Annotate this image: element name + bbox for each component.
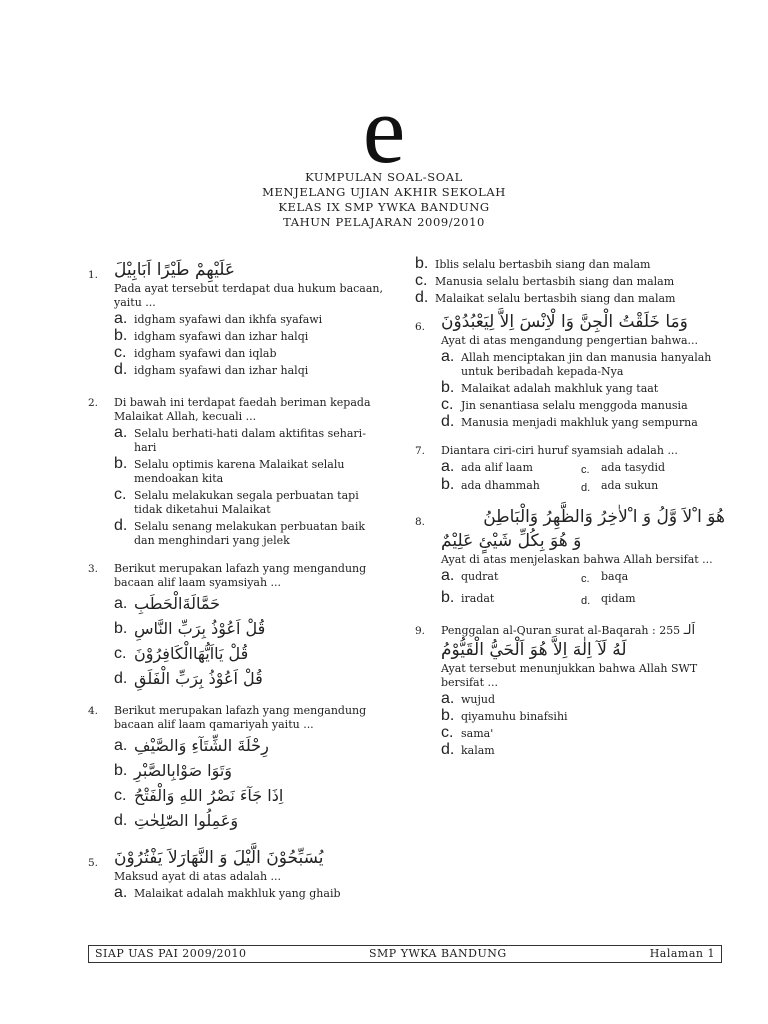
option-d[interactable] <box>114 668 388 690</box>
option-letter: c. <box>415 272 428 289</box>
option-text: qidam <box>601 592 636 605</box>
option-text: idgham syafawi dan izhar halqi <box>134 364 309 377</box>
arabic-mark: اَلـ <box>683 623 696 638</box>
option-c[interactable] <box>441 396 725 413</box>
option-letter: b. <box>415 255 429 272</box>
option-d[interactable] <box>114 361 388 378</box>
arabic-verse-line-2: وَ هُوَ بِكُلِّ شَيْئٍ عَلِيْمٌ <box>441 531 582 551</box>
options-grid <box>441 458 725 494</box>
arabic-verse: وَمَا خَلَقْتُ الْجِنَّ وَا لْاِنْسَ اِلاَّ لِيَعْبُدُوْنَ <box>441 312 688 332</box>
option-text: وَعَمِلُوا الصّٰلِحٰتِ <box>134 811 239 830</box>
option-letter: d. <box>441 741 455 758</box>
option-text: qiyamuhu binafsihi <box>461 710 568 723</box>
option-b[interactable] <box>114 455 388 486</box>
question-number: 2. <box>88 397 99 409</box>
option-letter: c. <box>114 787 127 804</box>
question-number: 9. <box>415 625 426 637</box>
option-a[interactable] <box>441 567 581 584</box>
option-text: ada tasydid <box>601 461 666 474</box>
option-text: baqa <box>601 570 629 583</box>
option-d[interactable] <box>581 592 721 606</box>
question-4 <box>88 704 388 832</box>
option-a[interactable] <box>114 593 388 615</box>
option-letter: b. <box>441 476 455 493</box>
question-3 <box>88 562 388 690</box>
option-text: قُلْ اَعُوْذُ بِرَبِّ الْفَلَقِ <box>134 669 263 688</box>
arabic-verse: يُسَبِّحُوْنَ الَّيْلَ وَ النَّهَارَلاَ يَفْتُرُوْنَ <box>114 848 324 868</box>
option-a[interactable] <box>441 458 581 475</box>
header-class: KELAS IX SMP YWKA BANDUNG <box>278 200 490 214</box>
surah-reference: Penggalan al-Quran surat al-Baqarah : 255 <box>441 624 681 637</box>
option-b[interactable] <box>415 255 725 272</box>
option-text: Selalu optimis karena Malaikat selalu mendoakan kita <box>134 458 345 485</box>
question-text: Di bawah ini terdapat faedah beriman kepada Malaikat Allah, kecuali ... <box>114 396 371 423</box>
option-letter: d. <box>114 361 128 378</box>
question-text: Berikut merupakan lafazh yang mengandung bacaan alif laam qamariyah yaitu ... <box>114 704 367 731</box>
option-text: قُلْ اَعُوْذُ بِرَبِّ النَّاسِ <box>134 619 266 638</box>
option-text: Malaikat adalah makhluk yang ghaib <box>134 887 341 900</box>
option-letter: d. <box>114 517 128 534</box>
question-7 <box>415 444 725 493</box>
option-letter: b. <box>441 379 455 396</box>
option-c[interactable] <box>415 272 725 289</box>
option-letter: b. <box>441 589 455 606</box>
question-2 <box>88 396 388 548</box>
option-b[interactable] <box>441 589 581 606</box>
option-text: Selalu berhati-hati dalam aktifitas sehari-hari <box>134 427 366 454</box>
question-text: Pada ayat tersebut terdapat dua hukum bacaan, yaitu ... <box>114 282 383 309</box>
option-text: ada sukun <box>601 479 659 492</box>
option-text: ada alif laam <box>461 461 533 474</box>
option-letter: a. <box>441 567 455 584</box>
footer-page-number: Halaman 1 <box>649 947 715 960</box>
option-text: idgham syafawi dan ikhfa syafawi <box>134 313 323 326</box>
option-text: Jin senantiasa selalu menggoda manusia <box>461 399 688 412</box>
question-6 <box>415 310 725 430</box>
question-9 <box>415 624 725 758</box>
option-text: Manusia selalu bertasbih siang dan malam <box>435 275 675 288</box>
option-text: Selalu melakukan segala perbuatan tapi tidak diketahui Malaikat <box>134 489 359 516</box>
question-number: 4. <box>88 705 99 717</box>
option-d[interactable] <box>441 413 725 430</box>
option-c[interactable] <box>581 461 721 475</box>
option-letter: a. <box>441 348 455 365</box>
option-a[interactable] <box>114 424 388 455</box>
question-number: 7. <box>415 445 426 457</box>
option-letter: b. <box>441 707 455 724</box>
option-c[interactable] <box>114 486 388 517</box>
page-footer <box>88 945 722 963</box>
footer-school: SMP YWKA BANDUNG <box>369 947 507 960</box>
option-letter: c. <box>114 486 127 503</box>
question-text: Maksud ayat di atas adalah ... <box>114 870 282 883</box>
option-text: اِذَا جَآءَ نَصْرُ اللهِ وَالْفَتْحُ <box>134 786 284 805</box>
question-8 <box>415 505 725 606</box>
option-letter: c. <box>114 344 127 361</box>
logo: e <box>362 76 406 183</box>
option-letter: d. <box>581 595 591 607</box>
arabic-verse: لَهُ لَآ اِلٰهَ اِلاَّ هُوَ اَلْحَيُّ الْقَيُّوْمُ <box>441 640 627 660</box>
option-letter: b. <box>114 620 128 637</box>
options-grid <box>441 567 725 607</box>
option-letter: a. <box>114 737 128 754</box>
option-a[interactable] <box>114 735 388 757</box>
option-d[interactable] <box>581 479 721 493</box>
option-b[interactable] <box>114 618 388 640</box>
option-letter: d. <box>581 482 591 494</box>
header-title: KUMPULAN SOAL-SOAL <box>305 170 463 184</box>
option-text: Allah menciptakan jin dan manusia hanyalah untuk beribadah kepada-Nya <box>461 351 712 378</box>
option-letter: d. <box>114 812 128 829</box>
option-letter: c. <box>441 724 454 741</box>
option-text: wujud <box>461 693 496 706</box>
footer-left: SIAP UAS PAI 2009/2010 <box>95 947 247 960</box>
option-letter: a. <box>441 690 455 707</box>
option-letter: d. <box>114 670 128 687</box>
option-text: idgham syafawi dan izhar halqi <box>134 330 309 343</box>
option-text: قُلْ يَااَيُّهَاالْكَافِرُوْنَ <box>134 644 249 663</box>
option-letter: a. <box>114 424 128 441</box>
option-c[interactable] <box>114 785 388 807</box>
option-text: حَمَّالَةَالْحَطَبِ <box>134 594 220 613</box>
option-letter: b. <box>114 455 128 472</box>
option-text: iradat <box>461 592 495 605</box>
option-letter: a. <box>114 595 128 612</box>
option-a[interactable] <box>441 348 725 379</box>
question-text: Berikut merupakan lafazh yang mengandung bacaan alif laam syamsiyah ... <box>114 562 367 589</box>
option-text: ada dhammah <box>461 479 540 492</box>
option-c[interactable] <box>581 570 721 584</box>
option-letter: d. <box>441 413 455 430</box>
option-d[interactable] <box>441 741 725 758</box>
question-number: 5. <box>88 857 99 869</box>
option-letter: a. <box>114 310 128 327</box>
option-letter: a. <box>114 884 128 901</box>
question-number: 1. <box>88 269 99 281</box>
option-b[interactable] <box>441 476 581 493</box>
option-letter: c. <box>581 573 590 585</box>
option-a[interactable] <box>114 310 388 327</box>
option-d[interactable] <box>114 517 388 548</box>
question-1 <box>88 258 388 378</box>
question-text: Ayat tersebut menunjukkan bahwa Allah SWT bersifat ... <box>441 662 698 689</box>
option-d[interactable] <box>415 289 725 306</box>
option-b[interactable] <box>441 707 725 724</box>
option-text: وَتَوَا صَوْابِالصَّبْرِ <box>134 761 233 780</box>
option-text: idgham syafawi dan iqlab <box>134 347 277 360</box>
question-text: Ayat di atas mengandung pengertian bahwa... <box>441 334 699 347</box>
question-5 <box>88 846 388 901</box>
option-text: sama' <box>461 727 494 740</box>
arabic-verse: عَلَيْهِمْ طَيْرًا اَبَابِيْلَ <box>114 260 235 280</box>
right-column <box>415 255 725 770</box>
option-a[interactable] <box>114 884 388 901</box>
option-c[interactable] <box>441 724 725 741</box>
option-b[interactable] <box>114 327 388 344</box>
option-b[interactable] <box>441 379 725 396</box>
option-text: kalam <box>461 744 495 757</box>
option-text: Malaikat selalu bertasbih siang dan malam <box>435 292 676 305</box>
option-letter: a. <box>441 458 455 475</box>
document-header <box>0 170 768 230</box>
option-c[interactable] <box>114 643 388 665</box>
option-letter: b. <box>114 327 128 344</box>
header-subtitle: MENJELANG UJIAN AKHIR SEKOLAH <box>262 185 506 199</box>
question-text-top <box>441 624 725 638</box>
option-letter: d. <box>415 289 429 306</box>
option-text: Manusia menjadi makhluk yang sempurna <box>461 416 698 429</box>
question-number: 3. <box>88 563 99 575</box>
question-number: 8. <box>415 516 426 528</box>
option-letter: c. <box>441 396 454 413</box>
option-letter: c. <box>581 464 590 476</box>
option-text: qudrat <box>461 570 499 583</box>
question-number: 6. <box>415 321 426 333</box>
question-text: Diantara ciri-ciri huruf syamsiah adalah ... <box>441 444 678 457</box>
option-text: Iblis selalu bertasbih siang dan malam <box>435 258 651 271</box>
question-5-continued <box>415 255 725 306</box>
left-column <box>88 258 388 913</box>
arabic-verse: هُوَ ا ْلاَ وَّلُ وَ ا ْلاٰخِرُ وَالظَّهِرُ وَالْبَاطِنُ <box>483 507 725 527</box>
option-text: رِحْلَةَ الشِّتَآءِ وَالصَّيْفِ <box>134 736 269 755</box>
option-letter: c. <box>114 645 127 662</box>
option-text: Malaikat adalah makhluk yang taat <box>461 382 659 395</box>
option-letter: b. <box>114 762 128 779</box>
option-c[interactable] <box>114 344 388 361</box>
option-a[interactable] <box>441 690 725 707</box>
option-b[interactable] <box>114 760 388 782</box>
question-text: Ayat di atas menjelaskan bahwa Allah bersifat ... <box>441 553 713 566</box>
option-d[interactable] <box>114 810 388 832</box>
header-year: TAHUN PELAJARAN 2009/2010 <box>283 215 485 229</box>
option-text: Selalu senang melakukan perbuatan baik dan menghindari yang jelek <box>134 520 366 547</box>
